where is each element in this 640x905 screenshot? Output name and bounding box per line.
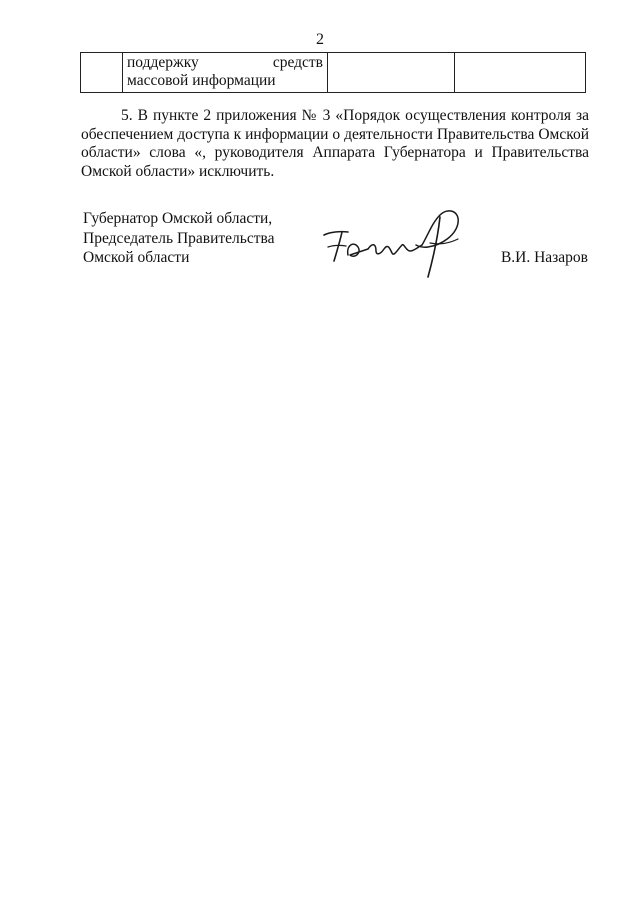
signatory-name: В.И. Назаров xyxy=(500,249,588,266)
continuation-table xyxy=(80,52,586,93)
paragraph-line: области» слова «, руководителя Аппарата Губернатора и Правительства xyxy=(81,144,589,161)
signatory-title-line: Председатель Правительства xyxy=(83,229,275,247)
table-cell-line xyxy=(127,54,323,72)
paragraph-line: обеспечением доступа к информации о деятельности Правительства Омской xyxy=(81,125,589,143)
table-cell-empty xyxy=(455,53,586,93)
paragraph-line: Омской области» исключить. xyxy=(81,162,275,180)
table-cell-description xyxy=(123,53,328,93)
signatory-title-line: Омской области xyxy=(83,249,190,266)
amendment-paragraph xyxy=(81,107,589,181)
table-cell-word: средств xyxy=(272,54,323,71)
table-cell-line: массовой информации xyxy=(127,72,276,89)
handwritten-signature-icon xyxy=(318,205,468,285)
page-number: 2 xyxy=(316,31,324,48)
table-cell-empty xyxy=(328,53,455,93)
table-cell-number xyxy=(81,53,123,93)
table-row xyxy=(81,53,586,93)
table-cell-word: поддержку xyxy=(127,54,199,71)
signatory-title-line: Губернатор Омской области, xyxy=(83,210,273,227)
paragraph-line: 5. В пункте 2 приложения № 3 «Порядок осуществления контроля за xyxy=(121,107,589,124)
signatory-title xyxy=(83,209,275,268)
